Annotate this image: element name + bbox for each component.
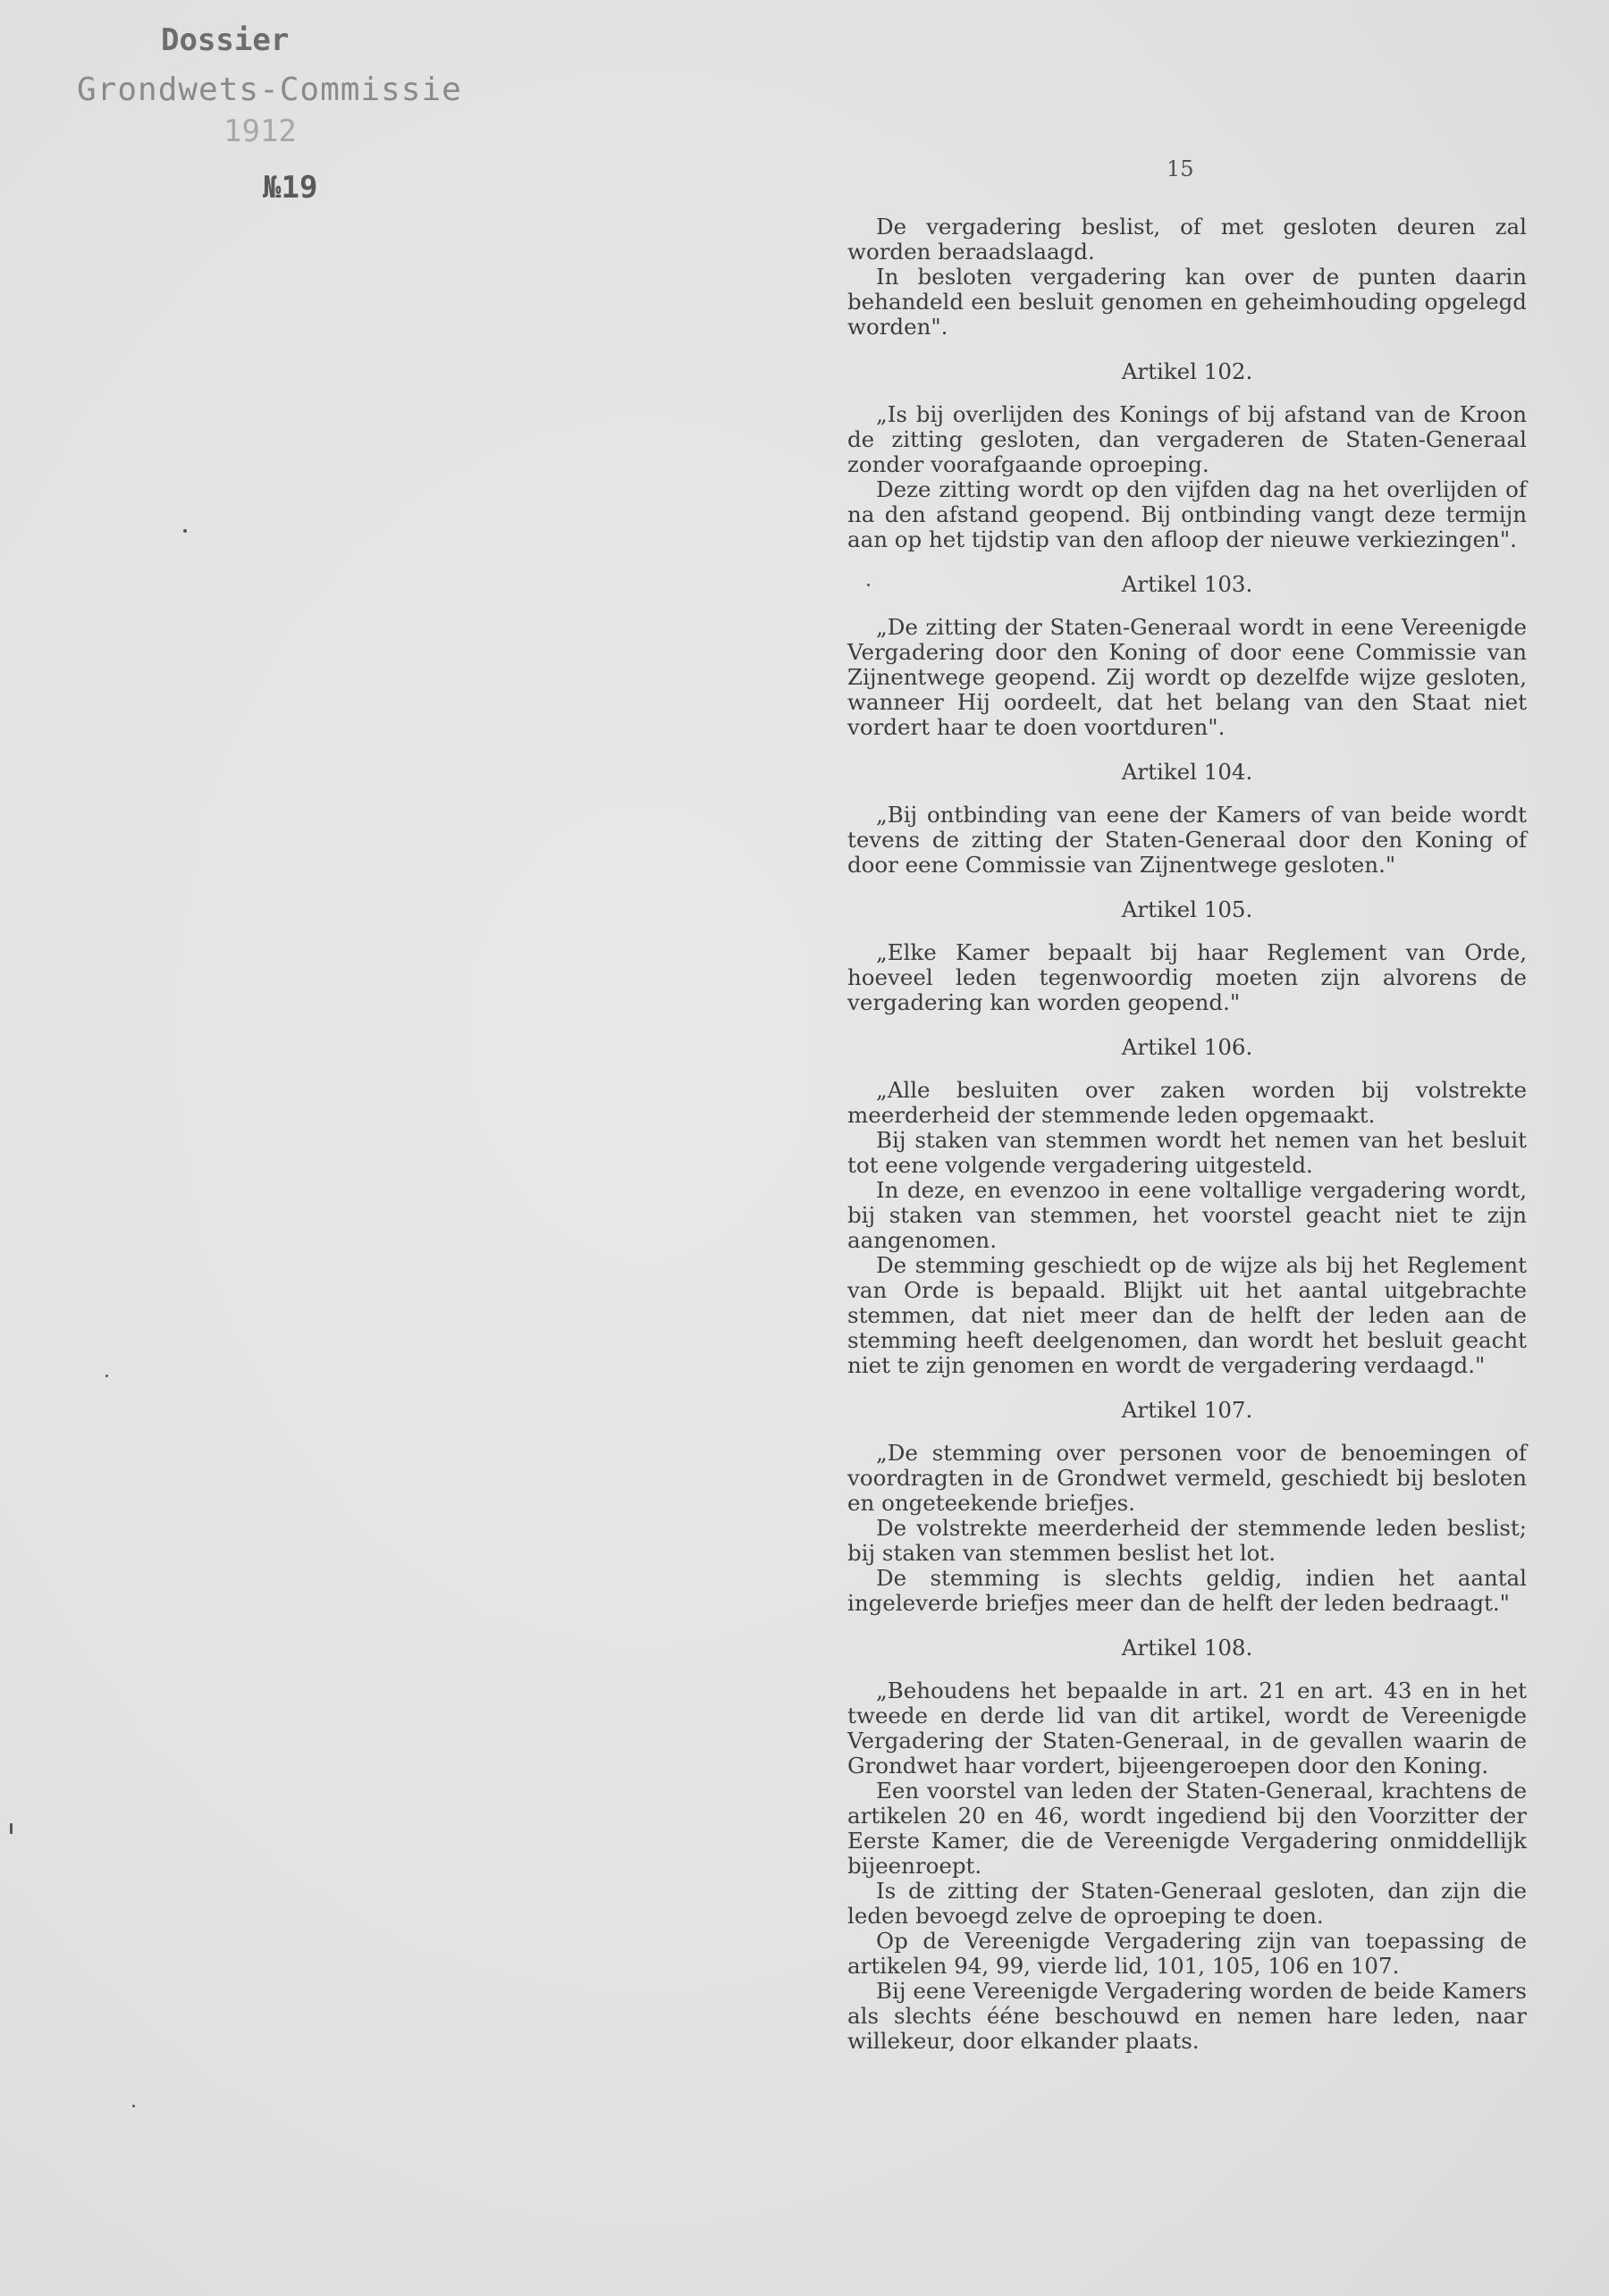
stamp-dossier: Dossier: [161, 22, 290, 58]
scan-speck: [10, 1823, 13, 1834]
scan-speck: [867, 584, 870, 586]
text-column: [847, 214, 1527, 2054]
article-heading: Artikel 108.: [1121, 1635, 1253, 1661]
article-paragraph: „Is bij overlijden des Konings of bij afstand van de Kroon de zitting gesloten, dan vergaderen de Staten-Generaal zonder voorafgaande oproeping.: [847, 401, 1527, 477]
article-paragraph: Is de zitting der Staten-Generaal gesloten, dan zijn die leden bevoegd zelve de oproeping te doen.: [847, 1878, 1527, 1929]
scan-speck: [183, 529, 187, 533]
article-paragraph: De volstrekte meerderheid der stemmende leden beslist; bij staken van stemmen beslist het lot.: [847, 1515, 1527, 1566]
article-paragraph: „Bij ontbinding van eene der Kamers of van beide wordt tevens de zitting der Staten-Generaal door den Koning of door eene Commissie van Zijnentwege gesloten.": [847, 802, 1527, 878]
article-paragraph: De stemming geschiedt op de wijze als bij het Reglement van Orde is bepaald. Blijkt uit het aantal uitgebrachte stemmen, dat niet meer dan de helft der leden aan de stemming heeft deelgenomen, dan wordt het besluit geacht niet te zijn genomen en wordt de vergadering verdaagd.": [847, 1252, 1527, 1378]
article-paragraph: „Behoudens het bepaalde in art. 21 en art. 43 en in het tweede en derde lid van dit artikel, wordt de Vereenigde Vergadering der Staten-Generaal, in de gevallen waarin de Grondwet haar vordert, bijeengeroepen door den Koning.: [847, 1678, 1527, 1779]
article-paragraph: „Elke Kamer bepaalt bij haar Reglement van Orde, hoeveel leden tegenwoordig moeten zijn alvorens de vergadering kan worden geopend.": [847, 939, 1527, 1015]
stamp-year: 1912: [223, 114, 297, 149]
article-paragraph: Bij eene Vereenigde Vergadering worden de beide Kamers als slechts ééne beschouwd en nemen hare leden, naar willekeur, door elkander plaats.: [847, 1978, 1527, 2054]
article-paragraph: „De stemming over personen voor de benoemingen of voordragten in de Grondwet vermeld, geschiedt bij besloten en ongeteekende briefjes.: [847, 1440, 1527, 1516]
stamp-commission: Grondwets-Commissie: [77, 71, 462, 108]
article-paragraph: Een voorstel van leden der Staten-Generaal, krachtens de artikelen 20 en 46, wordt ingediend bij den Voorzitter der Eerste Kamer, die de Vereenigde Vergadering onmiddellijk bijeenroept.: [847, 1778, 1527, 1879]
article-paragraph: In deze, en evenzoo in eene voltallige vergadering wordt, bij staken van stemmen, het voorstel geacht niet te zijn aangenomen.: [847, 1177, 1527, 1253]
intro-paragraph: In besloten vergadering kan over de punten daarin behandeld een besluit genomen en geheimhouding opgelegd worden".: [847, 264, 1527, 340]
scan-speck: [132, 2105, 135, 2107]
article-heading: Artikel 102.: [1121, 358, 1253, 384]
stamp-number: №19: [263, 170, 318, 206]
article-heading: Artikel 103.: [1121, 571, 1253, 597]
article-paragraph: „De zitting der Staten-Generaal wordt in eene Vereenigde Vergadering door den Koning of door eene Commissie van Zijnentwege geopend. Zij wordt op dezelfde wijze gesloten, wanneer Hij oordeelt, dat het belang van den Staat niet vordert haar te doen voortduren".: [847, 614, 1527, 740]
article-heading: Artikel 105.: [1121, 896, 1253, 922]
page-number: 15: [1167, 156, 1194, 181]
article-heading: Artikel 106.: [1121, 1034, 1253, 1060]
article-paragraph: Deze zitting wordt op den vijfden dag na het overlijden of na den afstand geopend. Bij ontbinding vangt deze termijn aan op het tijdstip van den afloop der nieuwe verkiezingen".: [847, 476, 1527, 552]
article-paragraph: De stemming is slechts geldig, indien het aantal ingeleverde briefjes meer dan de helft der leden bedraagt.": [847, 1565, 1527, 1616]
article-heading: Artikel 107.: [1121, 1397, 1253, 1423]
intro-paragraph: De vergadering beslist, of met gesloten deuren zal worden beraadslaagd.: [847, 214, 1527, 265]
article-paragraph: Op de Vereenigde Vergadering zijn van toepassing de artikelen 94, 99, vierde lid, 101, 105, 106 en 107.: [847, 1928, 1527, 1979]
article-paragraph: Bij staken van stemmen wordt het nemen van het besluit tot eene volgende vergadering uitgesteld.: [847, 1127, 1527, 1178]
article-paragraph: „Alle besluiten over zaken worden bij volstrekte meerderheid der stemmende leden opgemaakt.: [847, 1077, 1527, 1128]
scan-speck: [105, 1375, 108, 1377]
article-heading: Artikel 104.: [1121, 759, 1253, 785]
